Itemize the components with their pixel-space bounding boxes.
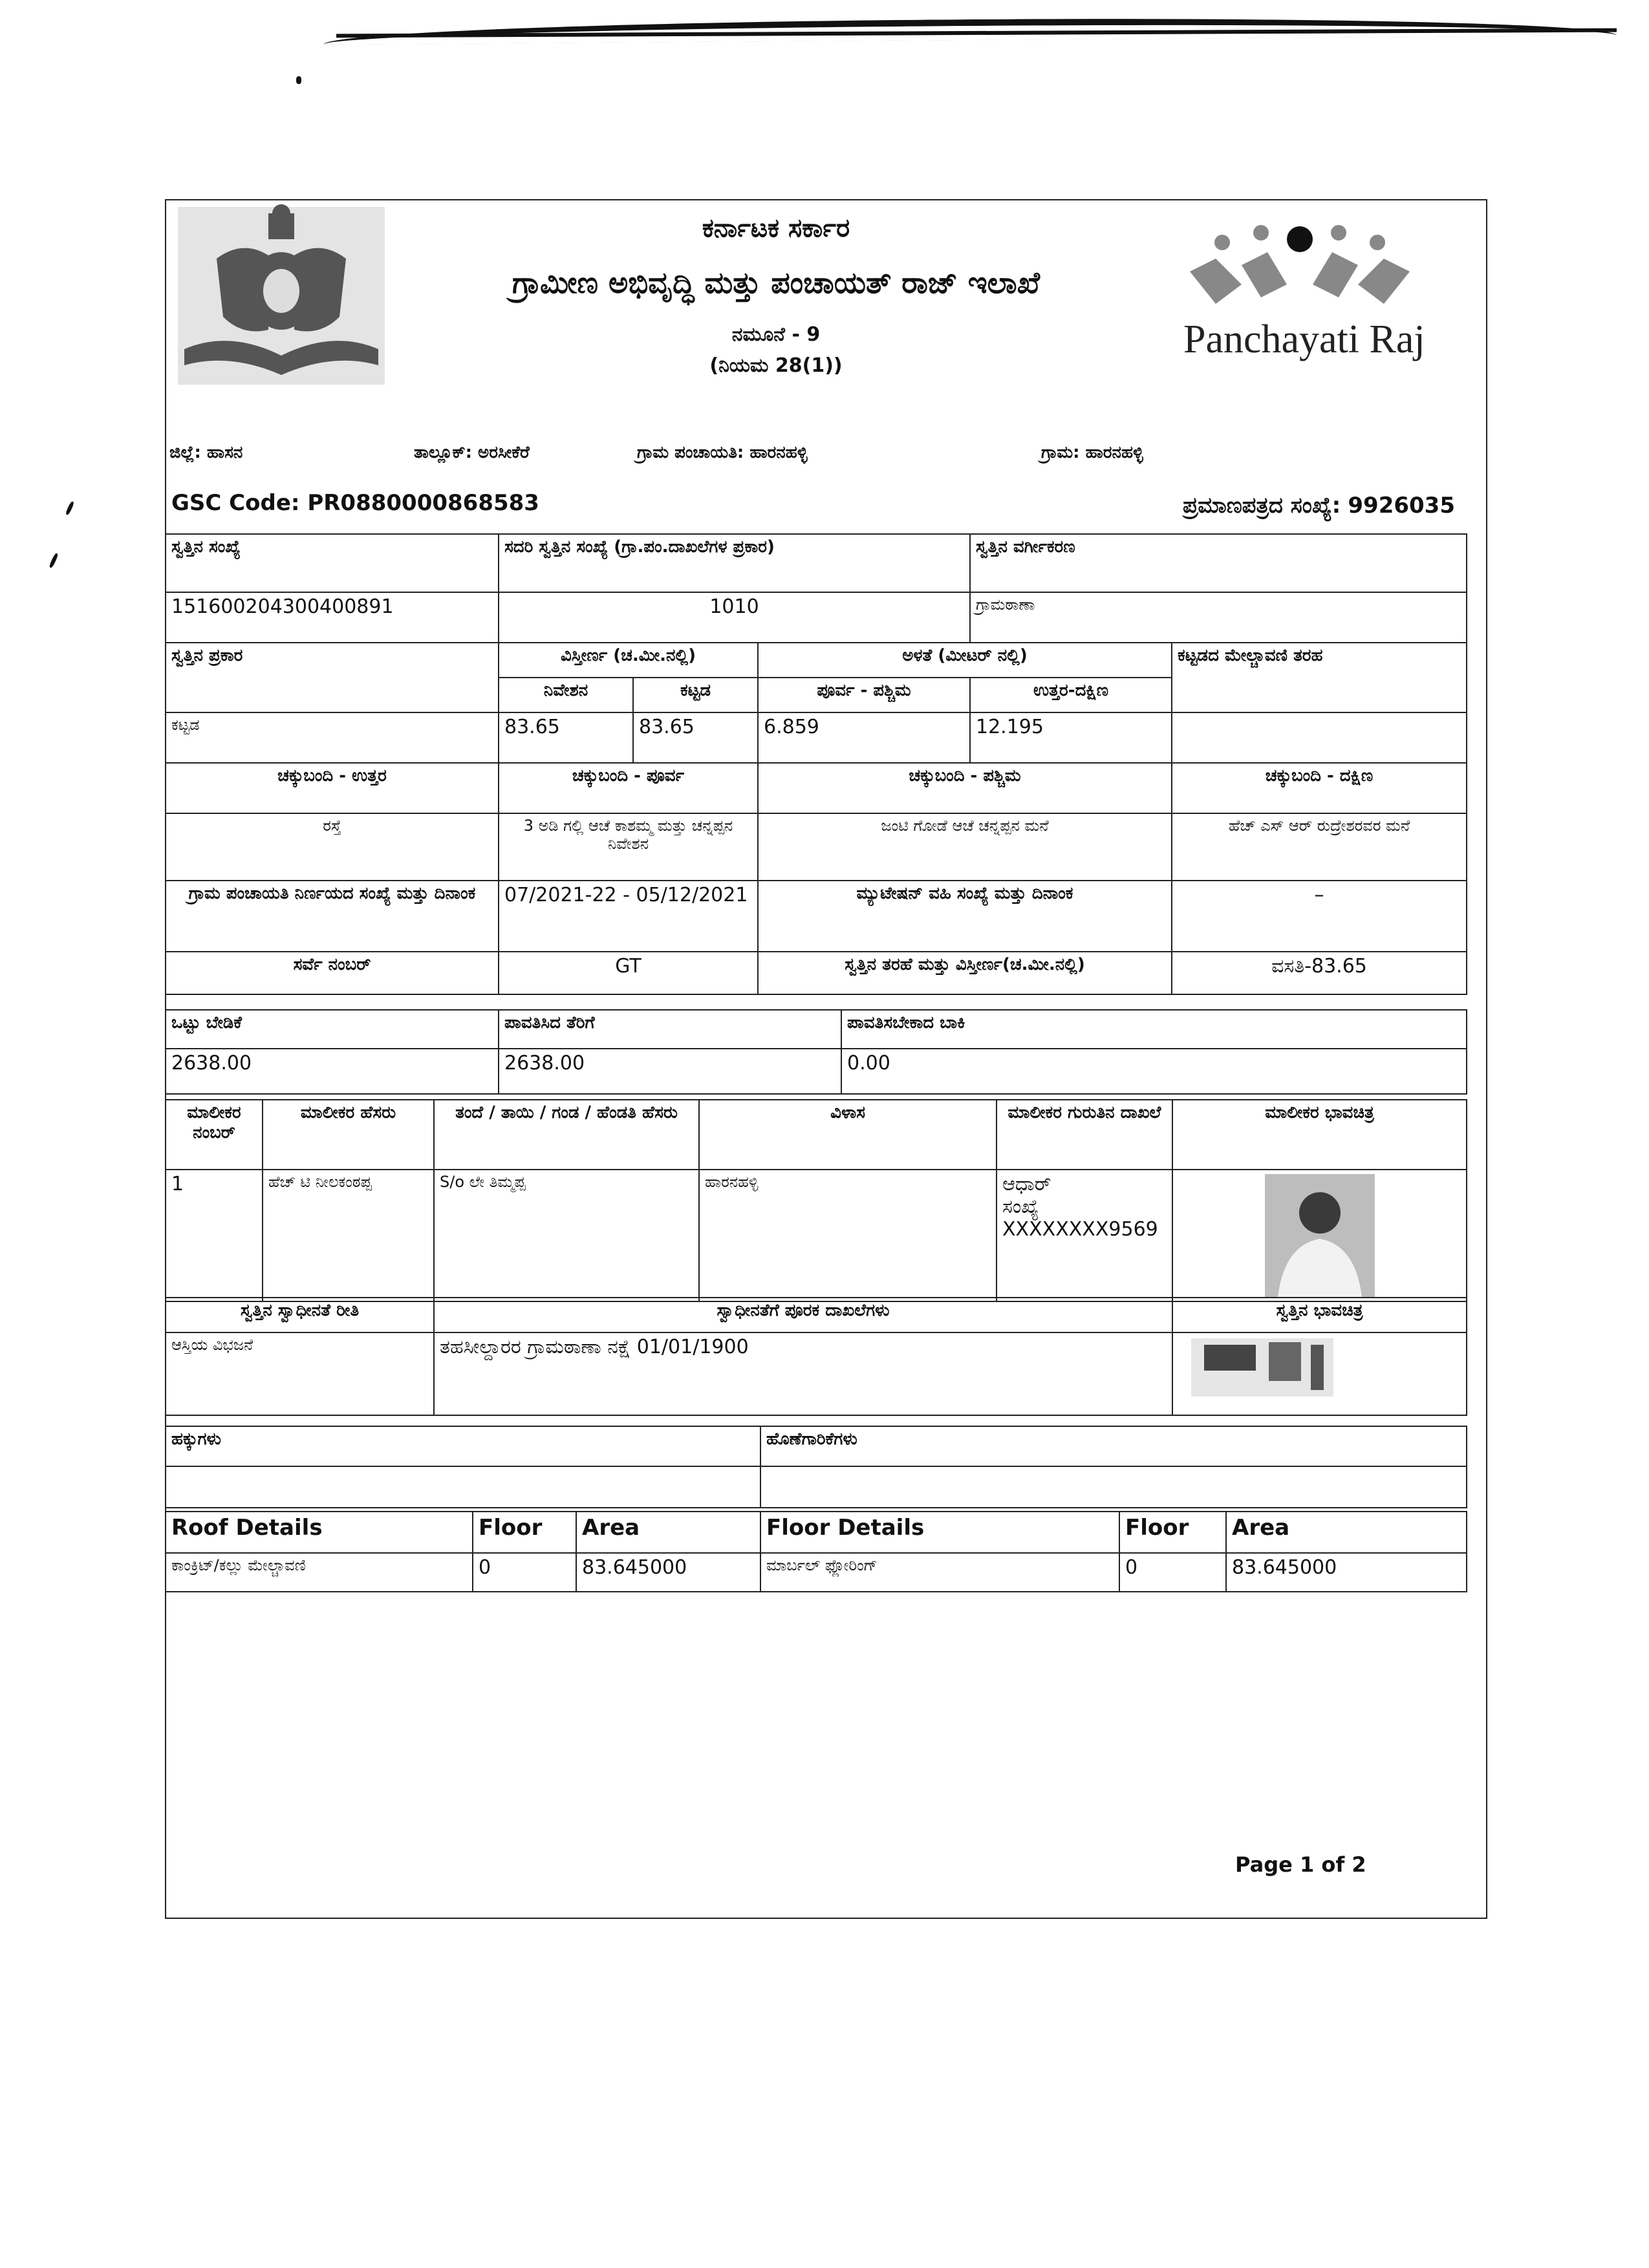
ownership-docs: ತಹಸೀಲ್ದಾರರ ಗ್ರಾಮಠಾಣಾ ನಕ್ಷೆ 01/01/1900 xyxy=(434,1332,1172,1415)
ownership-table xyxy=(165,1297,1467,1416)
certificate-number-row xyxy=(1183,493,1455,519)
roof-area: 83.645000 xyxy=(576,1553,760,1592)
type-area-label: ಸ್ವತ್ತಿನ ತರಹೆ ಮತ್ತು ವಿಸ್ತೀರ್ಣ(ಚ.ಮೀ.ನಲ್ಲಿ) xyxy=(758,952,1172,994)
address-label: ವಿಳಾಸ xyxy=(699,1100,997,1170)
boundary-north: ರಸ್ತೆ xyxy=(166,813,499,881)
karnataka-emblem-icon xyxy=(171,200,391,391)
area-label: ವಿಸ್ತೀರ್ಣ (ಚ.ಮೀ.ನಲ್ಲಿ) xyxy=(499,643,758,678)
roof-area-label: Area xyxy=(576,1512,760,1553)
boundary-east-label: ಚಕ್ಕುಬಂದಿ - ಪೂರ್ವ xyxy=(499,763,758,813)
building-area: 83.65 xyxy=(633,712,758,763)
rights-value xyxy=(166,1466,760,1508)
site-label: ನಿವೇಶನ xyxy=(499,678,633,712)
ownership-method-label: ಸ್ವತ್ತಿನ ಸ್ವಾಧೀನತೆ ರೀತಿ xyxy=(166,1298,434,1332)
roof-type-label: ಕಟ್ಟಡದ ಮೇಲ್ಚಾವಣಿ ತರಹ xyxy=(1172,643,1467,712)
floor-floor: 0 xyxy=(1119,1553,1226,1592)
property-class-label: ಸ್ವತ್ತಿನ ವರ್ಗೀಕರಣ xyxy=(970,534,1467,592)
scan-speck xyxy=(48,553,59,568)
scan-speck xyxy=(65,501,75,515)
boundary-east: 3 ಅಡಿ ಗಲ್ಲಿ ಆಚೆ ಕಾಶಮ್ಮ ಮತ್ತು ಚನ್ನಪ್ಪನ ನಿವೇಶನ xyxy=(499,813,758,881)
boundary-south: ಹೆಚ್ ಎಸ್ ಆರ್ ರುದ್ರೇಶರವರ ಮನೆ xyxy=(1172,813,1467,881)
property-id: 151600204300400891 xyxy=(166,592,499,643)
floor-details-label: Floor Details xyxy=(760,1512,1119,1553)
scan-speck xyxy=(296,76,301,84)
property-class: ಗ್ರಾಮಠಾಣಾ xyxy=(970,592,1467,643)
property-type: ಕಟ್ಟಡ xyxy=(166,712,499,763)
certificate-number: 9926035 xyxy=(1348,493,1455,519)
dimension-label: ಅಳತೆ (ಮೀಟರ್ ನಲ್ಲಿ) xyxy=(758,643,1172,678)
tax-paid: 2638.00 xyxy=(499,1049,841,1094)
ownership-method: ಆಸ್ತಿಯ ವಿಭಜನೆ xyxy=(166,1332,434,1415)
balance-due-label: ಪಾವತಿಸಬೇಕಾದ ಬಾಕಿ xyxy=(841,1010,1467,1049)
owner-table xyxy=(165,1099,1467,1302)
total-demand: 2638.00 xyxy=(166,1049,499,1094)
relation-name: S/o ಲೇ ತಿಮ್ಮಪ್ಪ xyxy=(434,1170,699,1301)
owner-id-cell xyxy=(997,1170,1172,1301)
rule-number: (ನಿಯಮ 28(1)) xyxy=(709,354,843,377)
roof-floor-label: Floor xyxy=(473,1512,576,1553)
ownership-docs-label: ಸ್ವಾಧೀನತೆಗೆ ಪೂರಕ ದಾಖಲೆಗಳು xyxy=(434,1298,1172,1332)
owner-id-value: XXXXXXXX9569 xyxy=(1002,1218,1158,1241)
rights-table xyxy=(165,1426,1467,1508)
department-title: ಗ್ರಾಮೀಣ ಅಭಿವೃದ್ಧಿ ಮತ್ತು ಪಂಚಾಯತ್ ರಾಜ್ ಇಲಾಖೆ xyxy=(512,265,1040,300)
relation-name-label: ತಂದೆ / ತಾಯಿ / ಗಂಡ / ಹೆಂಡತಿ ಹೆಸರು xyxy=(434,1100,699,1170)
north-south-value: 12.195 xyxy=(970,712,1172,763)
gsc-code: GSC Code: PR0880000868583 xyxy=(171,490,539,516)
owner-id-label: ಮಾಲೀಕರ ಗುರುತಿನ ದಾಖಲೆ xyxy=(997,1100,1172,1170)
property-photo-cell xyxy=(1172,1332,1467,1415)
tax-paid-label: ಪಾವತಿಸಿದ ತೆರಿಗೆ xyxy=(499,1010,841,1049)
property-photo-label: ಸ್ವತ್ತಿನ ಭಾವಚಿತ್ರ xyxy=(1172,1298,1467,1332)
resolution-value: 07/2021-22 - 05/12/2021 xyxy=(499,881,758,952)
floor-type-value: ಮಾರ್ಬಲ್ ಫ್ಲೋರಿಂಗ್ xyxy=(760,1553,1119,1592)
owner-id-type: ಆಧಾರ್ ಸಂಖ್ಯೆ xyxy=(1002,1173,1051,1218)
total-demand-label: ಒಟ್ಟು ಬೇಡಿಕೆ xyxy=(166,1010,499,1049)
owner-name-label: ಮಾಲೀಕರ ಹೆಸರು xyxy=(263,1100,434,1170)
building-label: ಕಟ್ಟಡ xyxy=(633,678,758,712)
liabilities-value xyxy=(760,1466,1467,1508)
tax-table xyxy=(165,1009,1467,1095)
roof-floor: 0 xyxy=(473,1553,576,1592)
owner-number: 1 xyxy=(166,1170,263,1301)
floor-area-label: Area xyxy=(1226,1512,1467,1553)
floor-area: 83.645000 xyxy=(1226,1553,1467,1592)
east-west-value: 6.859 xyxy=(758,712,970,763)
boundary-west: ಜಂಟಿ ಗೋಡೆ ಆಚೆ ಚನ್ನಪ್ಪನ ಮನೆ xyxy=(758,813,1172,881)
owner-photo xyxy=(1265,1174,1375,1297)
roof-type-value: ಕಾಂಕ್ರಿಟ್/ಕಲ್ಲು ಮೇಲ್ಚಾವಣಿ xyxy=(166,1553,473,1592)
floor-floor-label: Floor xyxy=(1119,1512,1226,1553)
district: ಜಿಲ್ಲೆ: ಹಾಸನ xyxy=(169,443,243,462)
owner-name: ಹೆಚ್ ಟಿ ನೀಲಕಂಠಪ್ಪ xyxy=(263,1170,434,1301)
rights-label: ಹಕ್ಕುಗಳು xyxy=(166,1426,760,1466)
east-west-label: ಪೂರ್ವ - ಪಶ್ಚಿಮ xyxy=(758,678,970,712)
taluk: ತಾಲ್ಲೂಕ್: ಅರಸೀಕೆರೆ xyxy=(414,443,530,462)
village: ಗ್ರಾಮ: ಹಾರನಹಳ್ಳಿ xyxy=(1041,443,1143,462)
survey-number-label: ಸರ್ವೆ ನಂಬರ್ xyxy=(166,952,499,994)
property-type-label: ಸ್ವತ್ತಿನ ಪ್ರಕಾರ xyxy=(166,643,499,712)
roof-type xyxy=(1172,712,1467,763)
owner-photo-label: ಮಾಲೀಕರ ಭಾವಚಿತ್ರ xyxy=(1172,1100,1467,1170)
survey-number: GT xyxy=(499,952,758,994)
resolution-label: ಗ್ರಾಮ ಪಂಚಾಯತಿ ನಿರ್ಣಯದ ಸಂಖ್ಯೆ ಮತ್ತು ದಿನಾಂಕ xyxy=(166,881,499,952)
owner-number-label: ಮಾಲೀಕರ ನಂಬರ್ xyxy=(166,1100,263,1170)
balance-due: 0.00 xyxy=(841,1049,1467,1094)
property-no-label: ಸದರಿ ಸ್ವತ್ತಿನ ಸಂಖ್ಯೆ (ಗ್ರಾ.ಪಂ.ದಾಖಲೆಗಳ ಪ್ರಕಾರ) xyxy=(499,534,970,592)
state-title: ಕರ್ನಾಟಕ ಸರ್ಕಾರ xyxy=(702,213,850,243)
panchayati-raj-wordmark: Panchayati Raj xyxy=(1183,317,1425,361)
boundary-north-label: ಚಕ್ಕುಬಂದಿ - ಉತ್ತರ xyxy=(166,763,499,813)
property-table xyxy=(165,533,1467,995)
page-number: Page 1 of 2 xyxy=(1235,1852,1366,1877)
owner-address: ಹಾರನಹಳ್ಳಿ xyxy=(699,1170,997,1301)
boundary-south-label: ಚಕ್ಕುಬಂದಿ - ದಕ್ಷಿಣ xyxy=(1172,763,1467,813)
roof-details-label: Roof Details xyxy=(166,1512,473,1553)
roof-floor-table xyxy=(165,1511,1467,1592)
property-photo xyxy=(1191,1338,1333,1396)
gram-panchayat: ಗ್ರಾಮ ಪಂಚಾಯತಿ: ಹಾರನಹಳ್ಳಿ xyxy=(637,443,808,462)
site-area: 83.65 xyxy=(499,712,633,763)
owner-photo-cell xyxy=(1172,1170,1467,1301)
north-south-label: ಉತ್ತರ-ದಕ್ಷಿಣ xyxy=(970,678,1172,712)
certificate-number-label: ಪ್ರಮಾಣಪತ್ರದ ಸಂಖ್ಯೆ: xyxy=(1182,493,1341,519)
property-id-label: ಸ್ವತ್ತಿನ ಸಂಖ್ಯೆ xyxy=(166,534,499,592)
property-no: 1010 xyxy=(499,592,970,643)
mutation-label: ಮ್ಯುಟೇಷನ್ ವಹಿ ಸಂಖ್ಯೆ ಮತ್ತು ದಿನಾಂಕ xyxy=(758,881,1172,952)
boundary-west-label: ಚಕ್ಕುಬಂದಿ - ಪಶ್ಚಿಮ xyxy=(758,763,1172,813)
mutation-value: – xyxy=(1172,881,1467,952)
form-number: ನಮೂನೆ - 9 xyxy=(731,323,821,346)
type-area: ವಸತಿ-83.65 xyxy=(1172,952,1467,994)
liabilities-label: ಹೊಣೆಗಾರಿಕೆಗಳು xyxy=(760,1426,1467,1466)
